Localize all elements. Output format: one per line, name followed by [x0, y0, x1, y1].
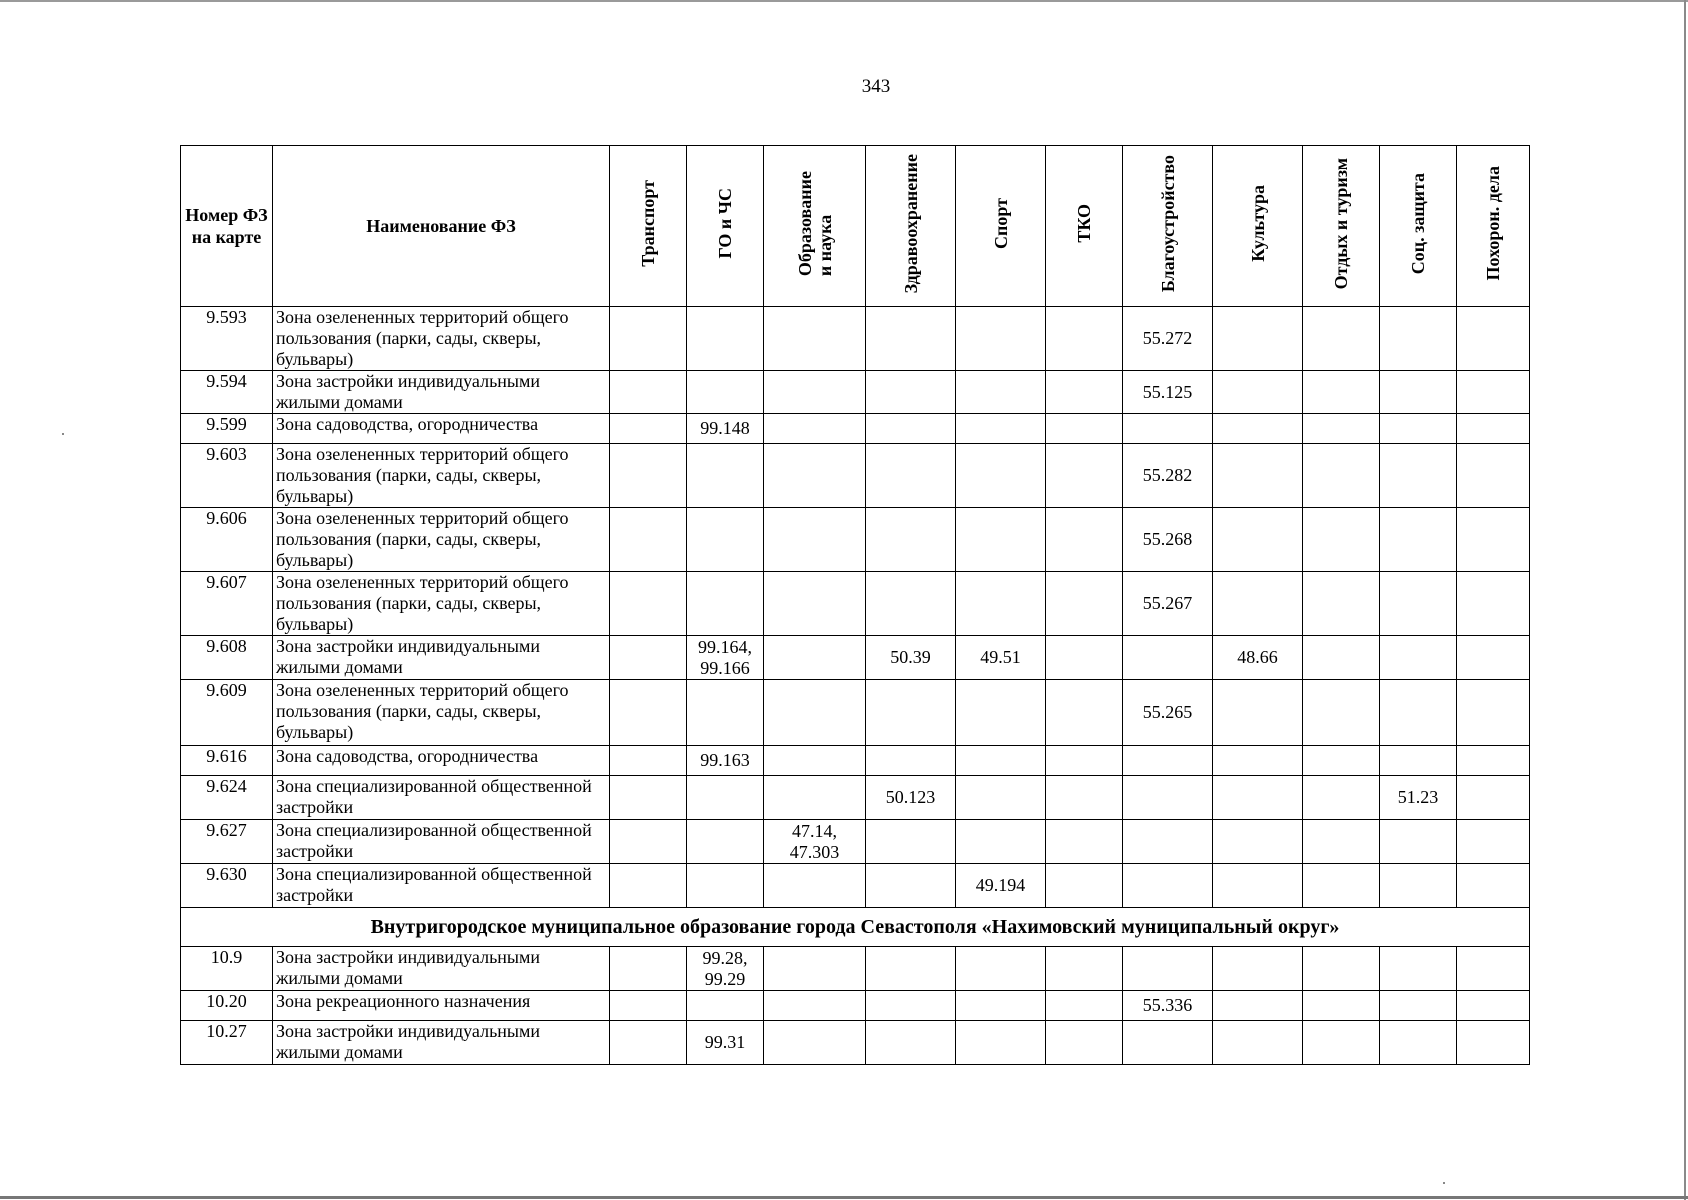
- value-cell: [764, 991, 866, 1021]
- value-cell: [1123, 414, 1213, 444]
- value-cell: [687, 991, 764, 1021]
- value-cell: [956, 746, 1046, 776]
- value-cell: [1046, 680, 1123, 746]
- value-cell: [1046, 776, 1123, 820]
- value-cell: [764, 680, 866, 746]
- value-cell: [1457, 820, 1530, 864]
- value-cell: [687, 572, 764, 636]
- value-cell: [1046, 508, 1123, 572]
- zone-name-cell: Зона озелененных территорий общего пользования (парки, сады, скверы, бульвары): [273, 680, 610, 746]
- value-cell: 55.336: [1123, 991, 1213, 1021]
- value-cell: [687, 508, 764, 572]
- value-cell: [1213, 864, 1303, 908]
- value-cell: 51.23: [1380, 776, 1457, 820]
- header-education: Образование и наука: [764, 146, 866, 307]
- value-cell: [1380, 947, 1457, 991]
- zone-name-cell: Зона застройки индивидуальными жилыми домами: [273, 1021, 610, 1065]
- value-cell: [1213, 680, 1303, 746]
- value-cell: [956, 776, 1046, 820]
- value-cell: [1046, 572, 1123, 636]
- value-cell: [956, 572, 1046, 636]
- zone-number-cell: 10.27: [181, 1021, 273, 1065]
- value-cell: [687, 680, 764, 746]
- header-social-protection: Соц. защита: [1380, 146, 1457, 307]
- value-cell: [956, 444, 1046, 508]
- value-cell: [1123, 864, 1213, 908]
- value-cell: 48.66: [1213, 636, 1303, 680]
- table-row: [181, 414, 1530, 444]
- table-row: [181, 947, 1530, 991]
- table-row: [181, 864, 1530, 908]
- value-cell: [1213, 572, 1303, 636]
- table-body: [181, 307, 1530, 1065]
- value-cell: [610, 444, 687, 508]
- header-name: Наименование ФЗ: [273, 146, 610, 307]
- scan-edge-right: [1684, 0, 1686, 1200]
- scan-speck: [1443, 1182, 1445, 1184]
- value-cell: [610, 307, 687, 371]
- header-waste: ТКО: [1046, 146, 1123, 307]
- value-cell: [1213, 820, 1303, 864]
- value-cell: [1303, 1021, 1380, 1065]
- table-row: [181, 820, 1530, 864]
- value-cell: [764, 776, 866, 820]
- value-cell: [1303, 680, 1380, 746]
- value-cell: [1303, 947, 1380, 991]
- value-cell: [1213, 776, 1303, 820]
- value-cell: [866, 307, 956, 371]
- zone-number-cell: 9.606: [181, 508, 273, 572]
- value-cell: 47.14, 47.303: [764, 820, 866, 864]
- zone-name-cell: Зона рекреационного назначения: [273, 991, 610, 1021]
- value-cell: [764, 947, 866, 991]
- value-cell: [1303, 414, 1380, 444]
- value-cell: [687, 307, 764, 371]
- value-cell: [956, 820, 1046, 864]
- value-cell: [956, 414, 1046, 444]
- value-cell: [1046, 444, 1123, 508]
- value-cell: [866, 371, 956, 414]
- value-cell: [1380, 508, 1457, 572]
- value-cell: [610, 371, 687, 414]
- scan-edge-top: [0, 0, 1688, 2]
- value-cell: [866, 820, 956, 864]
- value-cell: [1046, 864, 1123, 908]
- zone-number-cell: 9.608: [181, 636, 273, 680]
- value-cell: [764, 746, 866, 776]
- header-civil-defense: ГО и ЧС: [687, 146, 764, 307]
- zone-number-cell: 9.603: [181, 444, 273, 508]
- zone-name-cell: Зона садоводства, огородничества: [273, 414, 610, 444]
- scan-edge-bottom: [0, 1196, 1688, 1199]
- page-number: 343: [861, 76, 891, 97]
- table-row: [181, 991, 1530, 1021]
- zone-number-cell: 9.624: [181, 776, 273, 820]
- zone-number-cell: 9.594: [181, 371, 273, 414]
- value-cell: [1380, 414, 1457, 444]
- value-cell: [764, 636, 866, 680]
- value-cell: 55.267: [1123, 572, 1213, 636]
- value-cell: [1213, 444, 1303, 508]
- zone-number-cell: 9.599: [181, 414, 273, 444]
- value-cell: [610, 947, 687, 991]
- value-cell: [1046, 991, 1123, 1021]
- header-culture: Культура: [1213, 146, 1303, 307]
- value-cell: [866, 1021, 956, 1065]
- value-cell: [610, 864, 687, 908]
- value-cell: [866, 947, 956, 991]
- zone-number-cell: 9.607: [181, 572, 273, 636]
- value-cell: [1123, 820, 1213, 864]
- zone-name-cell: Зона озелененных территорий общего пользования (парки, сады, скверы, бульвары): [273, 444, 610, 508]
- zone-number-cell: 9.616: [181, 746, 273, 776]
- value-cell: [1380, 820, 1457, 864]
- value-cell: [1457, 414, 1530, 444]
- zone-number-cell: 10.20: [181, 991, 273, 1021]
- value-cell: [764, 572, 866, 636]
- value-cell: [1457, 947, 1530, 991]
- value-cell: [866, 414, 956, 444]
- value-cell: [1380, 636, 1457, 680]
- value-cell: [764, 307, 866, 371]
- value-cell: [687, 371, 764, 414]
- header-healthcare: Здравоохранение: [866, 146, 956, 307]
- value-cell: [610, 636, 687, 680]
- value-cell: [1457, 508, 1530, 572]
- value-cell: [1303, 776, 1380, 820]
- value-cell: [866, 680, 956, 746]
- value-cell: [866, 508, 956, 572]
- zone-name-cell: Зона садоводства, огородничества: [273, 746, 610, 776]
- value-cell: [1046, 820, 1123, 864]
- table-row: [181, 307, 1530, 371]
- table-row: [181, 746, 1530, 776]
- value-cell: [610, 746, 687, 776]
- value-cell: [1457, 776, 1530, 820]
- zone-name-cell: Зона озелененных территорий общего пользования (парки, сады, скверы, бульвары): [273, 508, 610, 572]
- table-row: [181, 776, 1530, 820]
- value-cell: 55.282: [1123, 444, 1213, 508]
- zone-name-cell: Зона озелененных территорий общего пользования (парки, сады, скверы, бульвары): [273, 307, 610, 371]
- zone-number-cell: 9.593: [181, 307, 273, 371]
- value-cell: [1123, 746, 1213, 776]
- value-cell: [1303, 864, 1380, 908]
- value-cell: 99.28, 99.29: [687, 947, 764, 991]
- value-cell: [1303, 508, 1380, 572]
- value-cell: [1213, 991, 1303, 1021]
- value-cell: [1213, 746, 1303, 776]
- value-cell: [610, 572, 687, 636]
- zone-name-cell: Зона специализированной общественной застройки: [273, 820, 610, 864]
- value-cell: [1380, 371, 1457, 414]
- value-cell: [610, 508, 687, 572]
- zone-number-cell: 10.9: [181, 947, 273, 991]
- header-funeral: Похорон. дела: [1457, 146, 1530, 307]
- value-cell: [1213, 371, 1303, 414]
- table-row: [181, 508, 1530, 572]
- header-transport: Транспорт: [610, 146, 687, 307]
- value-cell: [1457, 746, 1530, 776]
- value-cell: 99.31: [687, 1021, 764, 1065]
- zone-name-cell: Зона застройки индивидуальными жилыми домами: [273, 371, 610, 414]
- value-cell: [1303, 636, 1380, 680]
- value-cell: [1213, 947, 1303, 991]
- value-cell: [956, 680, 1046, 746]
- value-cell: [687, 444, 764, 508]
- value-cell: [1123, 636, 1213, 680]
- value-cell: [1303, 572, 1380, 636]
- value-cell: [1457, 1021, 1530, 1065]
- zone-name-cell: Зона специализированной общественной застройки: [273, 864, 610, 908]
- value-cell: [610, 776, 687, 820]
- table-row: [181, 444, 1530, 508]
- value-cell: [1123, 947, 1213, 991]
- value-cell: [1123, 776, 1213, 820]
- value-cell: [956, 1021, 1046, 1065]
- value-cell: [610, 991, 687, 1021]
- value-cell: [956, 991, 1046, 1021]
- value-cell: 49.51: [956, 636, 1046, 680]
- value-cell: [687, 864, 764, 908]
- value-cell: [1457, 371, 1530, 414]
- value-cell: [1457, 991, 1530, 1021]
- value-cell: [1046, 1021, 1123, 1065]
- value-cell: [866, 444, 956, 508]
- value-cell: [956, 947, 1046, 991]
- value-cell: [1380, 572, 1457, 636]
- value-cell: [1046, 636, 1123, 680]
- zone-number-cell: 9.627: [181, 820, 273, 864]
- value-cell: [1380, 307, 1457, 371]
- value-cell: 55.272: [1123, 307, 1213, 371]
- value-cell: [1457, 864, 1530, 908]
- value-cell: [1213, 1021, 1303, 1065]
- value-cell: [1303, 746, 1380, 776]
- value-cell: [610, 1021, 687, 1065]
- value-cell: [1380, 864, 1457, 908]
- value-cell: [1380, 1021, 1457, 1065]
- value-cell: 99.148: [687, 414, 764, 444]
- header-sport: Спорт: [956, 146, 1046, 307]
- section-row: [181, 908, 1530, 947]
- value-cell: [1303, 820, 1380, 864]
- header-number: Номер ФЗ на карте: [181, 146, 273, 307]
- value-cell: [764, 371, 866, 414]
- value-cell: [1457, 444, 1530, 508]
- value-cell: [1046, 947, 1123, 991]
- zone-name-cell: Зона застройки индивидуальными жилыми домами: [273, 636, 610, 680]
- value-cell: [866, 572, 956, 636]
- value-cell: [764, 1021, 866, 1065]
- value-cell: [764, 444, 866, 508]
- zone-name-cell: Зона озелененных территорий общего пользования (парки, сады, скверы, бульвары): [273, 572, 610, 636]
- zone-number-cell: 9.609: [181, 680, 273, 746]
- table-row: [181, 1021, 1530, 1065]
- value-cell: [1380, 746, 1457, 776]
- value-cell: [1213, 508, 1303, 572]
- value-cell: [866, 746, 956, 776]
- value-cell: [1380, 991, 1457, 1021]
- header-landscaping: Благоустройство: [1123, 146, 1213, 307]
- value-cell: [610, 680, 687, 746]
- value-cell: 55.268: [1123, 508, 1213, 572]
- value-cell: [1213, 307, 1303, 371]
- value-cell: [1380, 444, 1457, 508]
- value-cell: [1123, 1021, 1213, 1065]
- scan-speck: [62, 433, 64, 435]
- value-cell: [956, 371, 1046, 414]
- value-cell: [1046, 414, 1123, 444]
- value-cell: [1303, 991, 1380, 1021]
- table-row: [181, 572, 1530, 636]
- value-cell: [1303, 371, 1380, 414]
- value-cell: [764, 508, 866, 572]
- zone-name-cell: Зона специализированной общественной застройки: [273, 776, 610, 820]
- value-cell: 50.123: [866, 776, 956, 820]
- value-cell: [1046, 307, 1123, 371]
- value-cell: [956, 307, 1046, 371]
- value-cell: [866, 864, 956, 908]
- value-cell: [687, 820, 764, 864]
- section-title: Внутригородское муниципальное образование города Севастополя «Нахимовский муниципальный округ»: [181, 908, 1530, 947]
- value-cell: 99.163: [687, 746, 764, 776]
- value-cell: 99.164, 99.166: [687, 636, 764, 680]
- value-cell: [610, 820, 687, 864]
- value-cell: 55.125: [1123, 371, 1213, 414]
- value-cell: [1457, 680, 1530, 746]
- value-cell: 49.194: [956, 864, 1046, 908]
- value-cell: 55.265: [1123, 680, 1213, 746]
- header-recreation-tourism: Отдых и туризм: [1303, 146, 1380, 307]
- value-cell: [1303, 307, 1380, 371]
- table-row: [181, 371, 1530, 414]
- value-cell: [1046, 371, 1123, 414]
- value-cell: [1213, 414, 1303, 444]
- value-cell: [764, 864, 866, 908]
- value-cell: [610, 414, 687, 444]
- zone-name-cell: Зона застройки индивидуальными жилыми домами: [273, 947, 610, 991]
- table-row: [181, 636, 1530, 680]
- value-cell: [1457, 636, 1530, 680]
- zone-number-cell: 9.630: [181, 864, 273, 908]
- value-cell: [866, 991, 956, 1021]
- value-cell: [1457, 572, 1530, 636]
- value-cell: [1303, 444, 1380, 508]
- value-cell: [764, 414, 866, 444]
- value-cell: [1046, 746, 1123, 776]
- value-cell: 50.39: [866, 636, 956, 680]
- value-cell: [687, 776, 764, 820]
- table-row: [181, 680, 1530, 746]
- value-cell: [1457, 307, 1530, 371]
- value-cell: [1380, 680, 1457, 746]
- table-header-row: [181, 146, 1530, 307]
- value-cell: [956, 508, 1046, 572]
- zones-table: [180, 145, 1530, 1065]
